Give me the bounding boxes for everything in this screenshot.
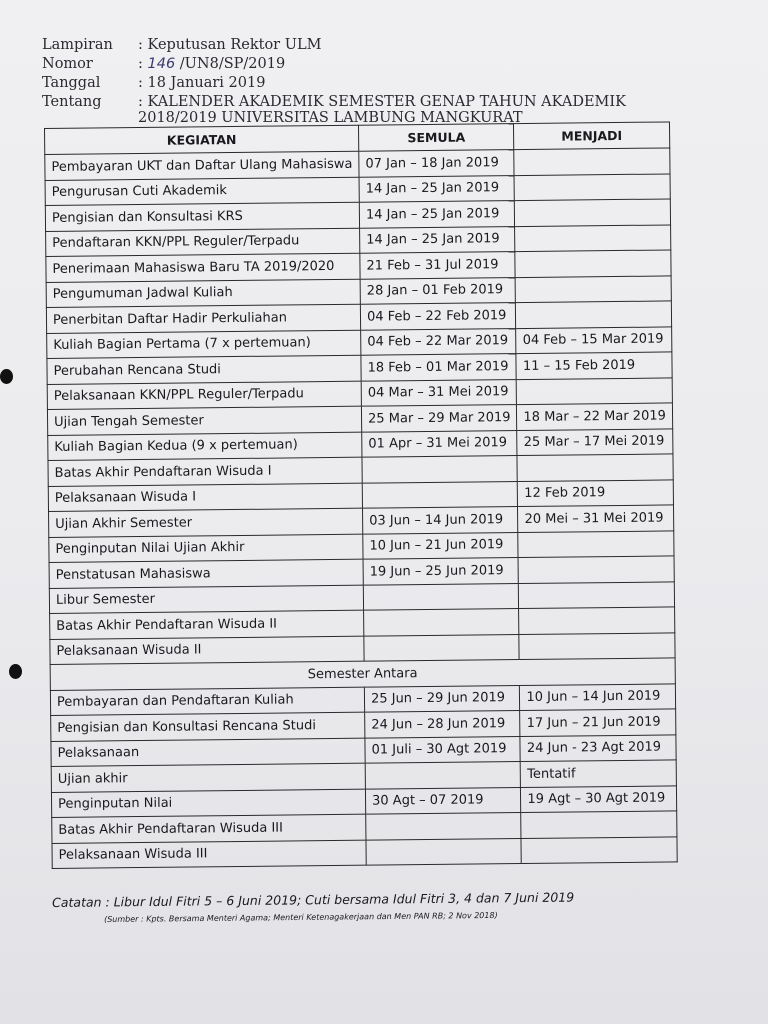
menjadi-cell bbox=[518, 530, 674, 557]
semula-cell: 03 Jun – 14 Jun 2019 bbox=[363, 507, 519, 534]
menjadi-cell: 10 Jun – 14 Jun 2019 bbox=[520, 683, 676, 710]
lampiran-row bbox=[42, 36, 626, 55]
tanggal-value: : 18 Januari 2019 bbox=[138, 75, 266, 91]
semula-cell bbox=[362, 481, 518, 508]
activity-cell: Pendaftaran KKN/PPL Reguler/Terpadu bbox=[46, 228, 360, 257]
activity-cell: Pelaksanaan bbox=[51, 738, 365, 767]
activity-cell: Batas Akhir Pendaftaran Wisuda II bbox=[50, 610, 364, 639]
activity-cell: Kuliah Bagian Kedua (9 x pertemuan) bbox=[48, 432, 362, 461]
header-semula: SEMULA bbox=[359, 124, 515, 152]
tentang-value-line1: : KALENDER AKADEMIK SEMESTER GENAP TAHUN AKADEMIK bbox=[138, 94, 626, 110]
nomor-handwritten: 146 bbox=[147, 56, 176, 72]
activity-cell: Penstatusan Mahasiswa bbox=[49, 559, 363, 588]
tanggal-row bbox=[42, 74, 626, 93]
footnote: Catatan : Libur Idul Fitri 5 – 6 Juni 2019; Cuti bersama Idul Fitri 3, 4 dan 7 Juni 2019 bbox=[52, 889, 575, 910]
menjadi-cell: 24 Jun - 23 Agt 2019 bbox=[520, 734, 676, 761]
activity-cell: Pelaksanaan Wisuda III bbox=[52, 840, 366, 869]
semester-antara-body bbox=[50, 658, 677, 869]
activity-cell: Pelaksanaan Wisuda I bbox=[48, 483, 362, 512]
activity-cell: Penerimaan Mahasiswa Baru TA 2019/2020 bbox=[46, 253, 360, 282]
semula-cell: 24 Jun – 28 Jun 2019 bbox=[365, 711, 521, 738]
tentang-value-line2: 2018/2019 UNIVERSITAS LAMBUNG MANGKURAT bbox=[138, 110, 523, 126]
semula-cell: 25 Mar – 29 Mar 2019 bbox=[361, 405, 517, 432]
header-kegiatan: KEGIATAN bbox=[45, 125, 359, 154]
activity-cell: Batas Akhir Pendaftaran Wisuda I bbox=[48, 457, 362, 486]
semula-cell: 19 Jun – 25 Jun 2019 bbox=[363, 558, 519, 585]
activity-cell: Pengisian dan Konsultasi KRS bbox=[45, 202, 359, 231]
table-row bbox=[52, 836, 677, 868]
activity-cell: Pembayaran dan Pendaftaran Kuliah bbox=[50, 687, 364, 716]
lampiran-label: Lampiran bbox=[42, 37, 113, 53]
semula-cell: 10 Jun – 21 Jun 2019 bbox=[363, 532, 519, 559]
activity-cell: Pelaksanaan Wisuda II bbox=[50, 636, 364, 665]
semula-cell: 18 Feb – 01 Mar 2019 bbox=[361, 354, 517, 381]
semula-cell: 04 Feb – 22 Mar 2019 bbox=[361, 328, 517, 355]
activity-cell: Kuliah Bagian Pertama (7 x pertemuan) bbox=[47, 330, 361, 359]
tentang-label: Tentang bbox=[42, 94, 102, 110]
menjadi-cell: 17 Jun – 21 Jun 2019 bbox=[520, 709, 676, 736]
activity-cell: Ujian akhir bbox=[51, 763, 365, 792]
nomor-prefix: : bbox=[138, 56, 148, 72]
menjadi-cell bbox=[521, 811, 677, 838]
binder-hole-top bbox=[0, 369, 13, 384]
semula-cell: 14 Jan – 25 Jan 2019 bbox=[359, 201, 515, 228]
menjadi-cell bbox=[516, 301, 672, 328]
activity-cell: Pengumuman Jadwal Kuliah bbox=[46, 279, 360, 308]
menjadi-cell bbox=[519, 607, 675, 634]
menjadi-cell: 04 Feb – 15 Mar 2019 bbox=[516, 326, 672, 353]
semula-cell: 07 Jan – 18 Jan 2019 bbox=[359, 150, 515, 177]
semula-cell: 04 Mar – 31 Mei 2019 bbox=[361, 379, 517, 406]
menjadi-cell: 25 Mar – 17 Mei 2019 bbox=[517, 428, 673, 455]
semula-cell bbox=[362, 456, 518, 483]
menjadi-cell bbox=[519, 581, 675, 608]
menjadi-cell bbox=[515, 199, 671, 226]
activity-cell: Libur Semester bbox=[49, 585, 363, 614]
semula-cell: 01 Juli – 30 Agt 2019 bbox=[365, 736, 521, 763]
semula-cell: 14 Jan – 25 Jan 2019 bbox=[360, 226, 516, 253]
semula-cell bbox=[366, 838, 522, 865]
semula-cell: 04 Feb – 22 Feb 2019 bbox=[360, 303, 516, 330]
activity-cell: Perubahan Rencana Studi bbox=[47, 355, 361, 384]
activity-cell: Penerbitan Daftar Hadir Perkuliahan bbox=[46, 304, 360, 333]
activity-cell: Ujian Akhir Semester bbox=[49, 508, 363, 537]
header-menjadi: MENJADI bbox=[514, 122, 670, 150]
menjadi-cell bbox=[514, 173, 670, 200]
semula-cell bbox=[364, 609, 520, 636]
semula-cell bbox=[364, 634, 520, 661]
section-title: Semester Antara bbox=[50, 658, 675, 690]
activity-cell: Pengisian dan Konsultasi Rencana Studi bbox=[51, 712, 365, 741]
menjadi-cell bbox=[517, 377, 673, 404]
lampiran-value: : Keputusan Rektor ULM bbox=[138, 37, 322, 53]
semula-cell bbox=[363, 583, 519, 610]
menjadi-cell bbox=[514, 148, 670, 175]
menjadi-cell bbox=[519, 632, 675, 659]
activity-cell: Pembayaran UKT dan Daftar Ulang Mahasiswa bbox=[45, 151, 359, 180]
activity-cell: Penginputan Nilai Ujian Akhir bbox=[49, 534, 363, 563]
source-note: (Sumber : Kpts. Bersama Menteri Agama; Menteri Ketenagakerjaan dan Men PAN RB; 2 Nov 2018) bbox=[104, 910, 498, 924]
menjadi-cell bbox=[521, 836, 677, 863]
nomor-value bbox=[138, 55, 285, 74]
menjadi-cell bbox=[516, 275, 672, 302]
semula-cell: 30 Agt – 07 2019 bbox=[365, 787, 521, 814]
table-body bbox=[45, 148, 675, 665]
nomor-suffix: /UN8/SP/2019 bbox=[175, 56, 286, 72]
menjadi-cell bbox=[517, 454, 673, 481]
document-header bbox=[42, 36, 626, 128]
semula-cell: 21 Feb – 31 Jul 2019 bbox=[360, 252, 516, 279]
menjadi-cell: Tentatif bbox=[521, 760, 677, 787]
semula-cell: 01 Apr – 31 Mei 2019 bbox=[362, 430, 518, 457]
academic-calendar-table bbox=[44, 121, 678, 869]
menjadi-cell: 18 Mar – 22 Mar 2019 bbox=[517, 403, 673, 430]
semula-cell: 28 Jan – 01 Feb 2019 bbox=[360, 277, 516, 304]
activity-cell: Batas Akhir Pendaftaran Wisuda III bbox=[52, 814, 366, 843]
activity-cell: Pengurusan Cuti Akademik bbox=[45, 177, 359, 206]
menjadi-cell: 11 – 15 Feb 2019 bbox=[516, 352, 672, 379]
menjadi-cell bbox=[518, 556, 674, 583]
binder-hole-bottom bbox=[9, 664, 22, 679]
menjadi-cell bbox=[515, 250, 671, 277]
semula-cell bbox=[365, 762, 521, 789]
menjadi-cell: 19 Agt – 30 Agt 2019 bbox=[521, 785, 677, 812]
nomor-row bbox=[42, 55, 626, 74]
menjadi-cell: 12 Feb 2019 bbox=[518, 479, 674, 506]
semula-cell: 14 Jan – 25 Jan 2019 bbox=[359, 175, 515, 202]
menjadi-cell: 20 Mei – 31 Mei 2019 bbox=[518, 505, 674, 532]
activity-cell: Ujian Tengah Semester bbox=[47, 406, 361, 435]
semula-cell: 25 Jun – 29 Jun 2019 bbox=[364, 685, 520, 712]
semula-cell bbox=[366, 813, 522, 840]
nomor-label: Nomor bbox=[42, 56, 93, 72]
menjadi-cell bbox=[515, 224, 671, 251]
activity-cell: Pelaksanaan KKN/PPL Reguler/Terpadu bbox=[47, 381, 361, 410]
tanggal-label: Tanggal bbox=[42, 75, 101, 91]
activity-cell: Penginputan Nilai bbox=[51, 789, 365, 818]
